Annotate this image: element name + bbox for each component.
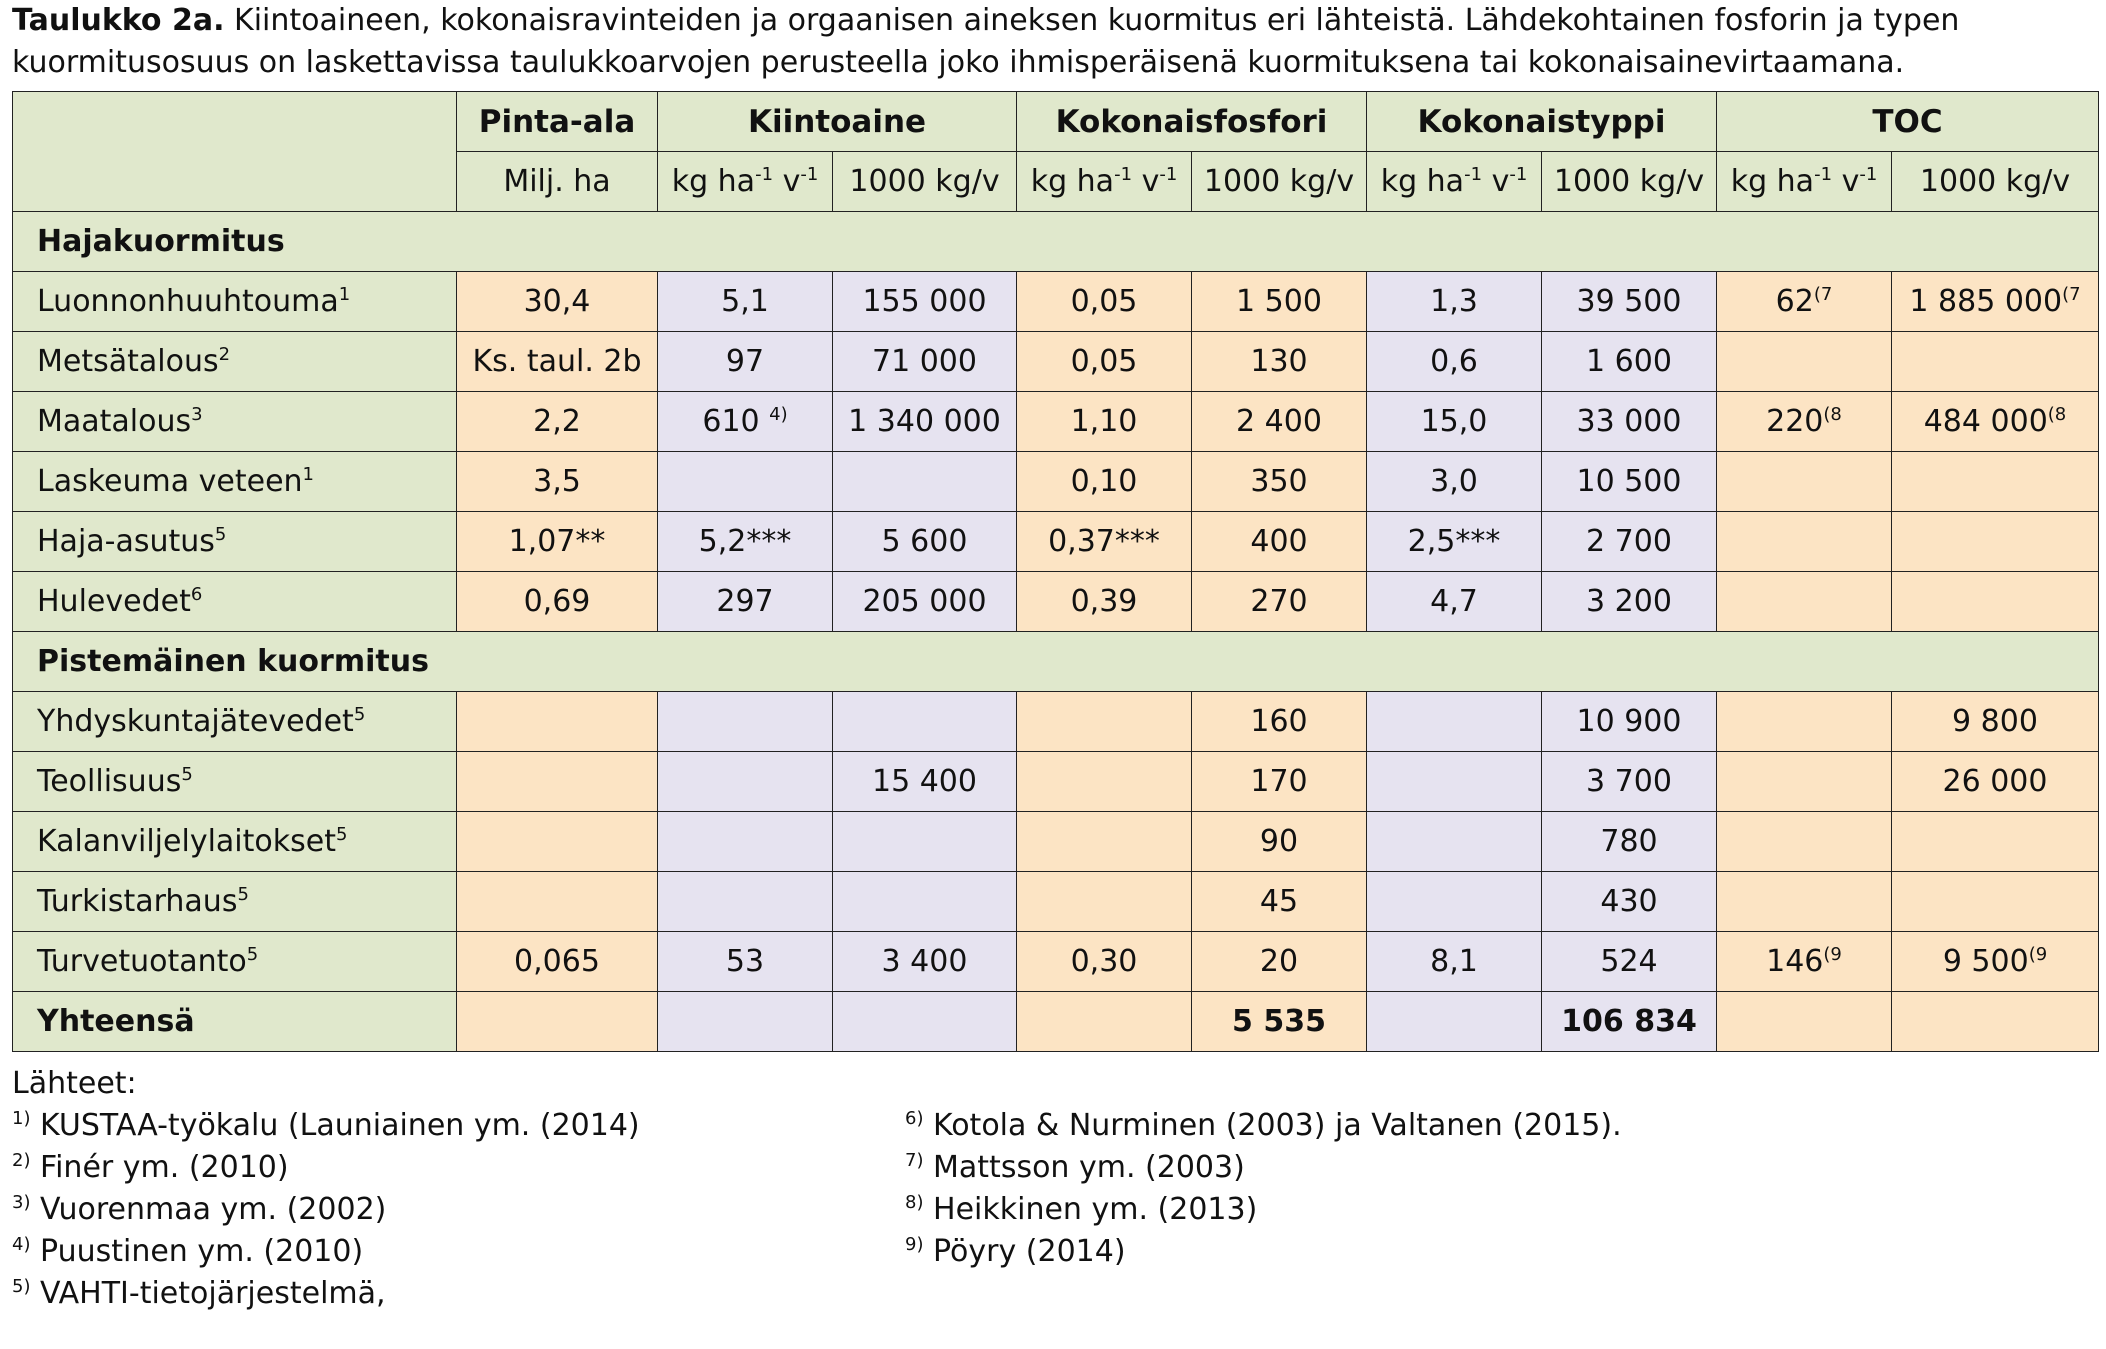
cell-value: 0,065: [514, 944, 600, 979]
cell-value: 39 500: [1576, 284, 1682, 319]
cell-value: 205 000: [862, 584, 987, 619]
row-label-ref: 3: [191, 404, 203, 425]
cell-value: 430: [1600, 884, 1658, 919]
source-number: 7): [905, 1150, 924, 1171]
table-cell: [457, 812, 658, 872]
unit-rate-year: v: [773, 164, 801, 199]
table-cell: [1542, 872, 1717, 932]
source-number: 1): [12, 1108, 31, 1129]
source-item: [905, 1231, 1622, 1273]
cell-value: 15,0: [1420, 404, 1488, 439]
table-cell: [1717, 392, 1892, 452]
cell-note: (8: [1823, 404, 1842, 425]
row-label-ref: 5: [181, 764, 193, 785]
row-label-ref: 5: [246, 944, 259, 965]
row-label-text: Turkistarhaus: [37, 884, 238, 919]
table-cell: [1367, 752, 1542, 812]
table-row: [13, 452, 2099, 512]
cell-value: 0,10: [1070, 464, 1138, 499]
table-cell: [1367, 512, 1542, 572]
table-cell: [457, 272, 658, 332]
cell-value: 20: [1259, 944, 1299, 979]
table-cell: [1017, 512, 1192, 572]
table-cell: [1192, 692, 1367, 752]
table-cell: [457, 452, 658, 512]
cell-value: 146: [1766, 944, 1824, 979]
table-cell: [1892, 272, 2099, 332]
table-cell: [833, 452, 1017, 512]
table-cell: [1717, 272, 1892, 332]
row-label-text: Haja-asutus: [37, 524, 215, 559]
header-toc: TOC: [1717, 92, 2099, 152]
sources-left: [12, 1063, 640, 1315]
table-cell: [1892, 932, 2099, 992]
row-label-ref: 6: [190, 584, 203, 605]
table-cell: [1892, 692, 2099, 752]
source-number: 2): [12, 1150, 31, 1171]
source-text: Mattsson ym. (2003): [923, 1150, 1245, 1185]
row-label-ref: 5: [214, 524, 227, 545]
cell-value: 524: [1600, 944, 1658, 979]
cell-value: 53: [725, 944, 765, 979]
section-point-row: [13, 632, 2099, 692]
cell-value: Ks. taul. 2b: [472, 344, 642, 379]
table-row: [13, 512, 2099, 572]
unit-rate-exp: -1: [1509, 164, 1528, 185]
source-item: [12, 1273, 640, 1315]
source-item: [12, 1189, 640, 1231]
total-row: [13, 992, 2099, 1052]
table-cell: [1892, 812, 2099, 872]
unit-header-7: [1717, 152, 1892, 212]
source-number: 5): [12, 1276, 31, 1297]
table-cell: [1367, 272, 1542, 332]
table-cell: [1717, 692, 1892, 752]
row-label: [13, 572, 457, 632]
cell-value: 10 500: [1576, 464, 1682, 499]
source-number: 8): [905, 1192, 924, 1213]
cell-value: 3 400: [881, 944, 968, 979]
source-item: [12, 1105, 640, 1147]
cell-value: 297: [716, 584, 774, 619]
row-label: [13, 512, 457, 572]
table-cell: [1017, 932, 1192, 992]
total-label: Yhteensä: [13, 992, 457, 1052]
table-row: [13, 752, 2099, 812]
unit-header-1: [658, 152, 833, 212]
table-cell: [1717, 452, 1892, 512]
unit-header-5: [1367, 152, 1542, 212]
table-cell: [1542, 392, 1717, 452]
table-cell: [1192, 392, 1367, 452]
row-label: [13, 752, 457, 812]
header-solids: Kiintoaine: [658, 92, 1017, 152]
cell-value: 0,69: [523, 584, 591, 619]
row-label-text: Kalanviljelylaitokset: [37, 824, 336, 859]
source-item: [905, 1189, 1622, 1231]
source-number: 9): [905, 1234, 924, 1255]
unit-rate-exp: -1: [1464, 164, 1483, 185]
table-cell: [658, 332, 833, 392]
table-cell: [1017, 872, 1192, 932]
row-label: [13, 272, 457, 332]
row-label-text: Laskeuma veteen: [37, 464, 303, 499]
cell-value: 3 200: [1586, 584, 1672, 619]
table-cell: [457, 512, 658, 572]
unit-rate-exp: -1: [1159, 164, 1178, 185]
unit-rate-base: kg ha: [1030, 164, 1115, 199]
table-row: [13, 572, 2099, 632]
unit-rate-exp: -1: [1859, 164, 1878, 185]
cell-value: 1,07**: [508, 524, 606, 559]
cell-value: 1 500: [1236, 284, 1322, 319]
table-cell: [457, 572, 658, 632]
cell-note: (8: [2047, 404, 2067, 425]
table-cell: [1017, 272, 1192, 332]
table-cell: [1367, 452, 1542, 512]
table-cell: [1892, 512, 2099, 572]
row-label-ref: 5: [353, 704, 366, 725]
table-cell: [1892, 872, 2099, 932]
table-cell: [658, 752, 833, 812]
cell-value: 130: [1250, 344, 1308, 379]
table-cell: [1367, 932, 1542, 992]
table-cell: [658, 452, 833, 512]
table-cell: [833, 752, 1017, 812]
cell-value: 400: [1250, 524, 1308, 559]
table-cell: [1192, 272, 1367, 332]
table-cell: [1192, 932, 1367, 992]
sources-right: [905, 1105, 1622, 1273]
cell-value: 1 340 000: [848, 404, 1001, 439]
total-cell: 5 535: [1192, 992, 1367, 1052]
caption-text: Kiintoaineen, kokonaisravinteiden ja orgaanisen aineksen kuormitus eri lähteistä. Lähdekohtainen fosforin ja typen kuormitusosuus on laskettavissa taulukkoarvojen perusteella joko ihmisperäisenä kuormituksena tai kokonaisainevirtaamana.: [12, 3, 1960, 80]
table-cell: [457, 752, 658, 812]
table-cell: [833, 572, 1017, 632]
table-cell: [1892, 572, 2099, 632]
row-label-text: Luonnonhuuhtouma: [37, 284, 339, 319]
cell-value: 9 800: [1952, 704, 2038, 739]
table-cell: [1192, 512, 1367, 572]
cell-value: 0,05: [1070, 284, 1138, 319]
table-cell: [833, 812, 1017, 872]
row-label: [13, 812, 457, 872]
source-text: Kotola & Nurminen (2003) ja Valtanen (2015).: [923, 1108, 1622, 1143]
table-row: [13, 332, 2099, 392]
source-text: VAHTI-tietojärjestelmä,: [30, 1276, 386, 1311]
source-text: Finér ym. (2010): [30, 1150, 289, 1185]
table-cell: [833, 332, 1017, 392]
source-item: [905, 1105, 1622, 1147]
unit-header-6: 1000 kg/v: [1542, 152, 1717, 212]
row-label: [13, 452, 457, 512]
source-item: [12, 1231, 640, 1273]
unit-rate-base: kg ha: [671, 164, 756, 199]
table-cell: [457, 392, 658, 452]
header-phosphorus: Kokonaisfosfori: [1017, 92, 1367, 152]
cell-value: 5 600: [881, 524, 968, 559]
cell-value: 0,05: [1070, 344, 1138, 379]
cell-value: 2 400: [1236, 404, 1322, 439]
table-cell: [833, 272, 1017, 332]
table-row: [13, 272, 2099, 332]
section-diffuse-row: [13, 212, 2099, 272]
row-label-text: Maatalous: [37, 404, 192, 439]
table-cell: [1192, 572, 1367, 632]
table-cell: [1717, 812, 1892, 872]
unit-rate-base: kg ha: [1730, 164, 1815, 199]
total-cell: [457, 992, 658, 1052]
cell-value: 160: [1250, 704, 1308, 739]
cell-value: 5,1: [721, 284, 769, 319]
table-cell: [833, 872, 1017, 932]
total-cell: 106 834: [1542, 992, 1717, 1052]
table-cell: [1367, 812, 1542, 872]
table-cell: [1542, 332, 1717, 392]
table-cell: [833, 932, 1017, 992]
table-cell: [1542, 272, 1717, 332]
cell-note: (7: [2062, 284, 2081, 305]
table-cell: [833, 692, 1017, 752]
unit-rate-year: v: [1832, 164, 1860, 199]
table-row: [13, 872, 2099, 932]
table-cell: [1017, 692, 1192, 752]
table-cell: [457, 932, 658, 992]
table-cell: [1017, 572, 1192, 632]
header-group-row: [13, 92, 2099, 152]
source-text: Heikkinen ym. (2013): [923, 1192, 1258, 1227]
cell-note: 4): [769, 404, 788, 425]
cell-value: 71 000: [872, 344, 977, 379]
table-cell: [1717, 332, 1892, 392]
cell-value: 10 900: [1576, 704, 1682, 739]
source-item: [905, 1147, 1622, 1189]
source-text: KUSTAA-työkalu (Launiainen ym. (2014): [30, 1108, 640, 1143]
cell-value: 4,7: [1430, 584, 1478, 619]
row-label-ref: 1: [302, 464, 314, 485]
table-row: [13, 692, 2099, 752]
table-cell: [1542, 812, 1717, 872]
cell-value: 0,30: [1070, 944, 1138, 979]
cell-value: 170: [1250, 764, 1308, 799]
table-cell: [1542, 572, 1717, 632]
total-cell: [1717, 992, 1892, 1052]
cell-value: 270: [1250, 584, 1308, 619]
table-cell: [1542, 752, 1717, 812]
table-cell: [1892, 452, 2099, 512]
unit-rate-year: v: [1132, 164, 1160, 199]
load-table: [12, 91, 2099, 1052]
table-cell: [1717, 512, 1892, 572]
cell-value: 45: [1259, 884, 1299, 919]
table-cell: [1892, 392, 2099, 452]
source-number: 4): [12, 1234, 31, 1255]
table-row: [13, 932, 2099, 992]
table-cell: [658, 872, 833, 932]
row-label-ref: 1: [338, 284, 351, 305]
table-cell: [658, 812, 833, 872]
unit-header-0: Milj. ha: [457, 152, 658, 212]
cell-value: 484 000: [1923, 404, 2048, 439]
cell-value: 350: [1250, 464, 1308, 499]
source-text: Pöyry (2014): [923, 1234, 1126, 1269]
table-cell: [1542, 512, 1717, 572]
cell-value: 3 700: [1586, 764, 1672, 799]
table-cell: [1017, 392, 1192, 452]
cell-value: 1 600: [1586, 344, 1672, 379]
table-cell: [1717, 752, 1892, 812]
total-cell: [658, 992, 833, 1052]
cell-value: 2 700: [1586, 524, 1672, 559]
cell-value: 3,0: [1430, 464, 1478, 499]
cell-value: 1,3: [1430, 284, 1478, 319]
cell-value: 780: [1600, 824, 1658, 859]
cell-value: 30,4: [523, 284, 591, 319]
table-cell: [1542, 692, 1717, 752]
table-cell: [1542, 932, 1717, 992]
table-cell: [1192, 332, 1367, 392]
table-cell: [457, 692, 658, 752]
cell-value: 0,37***: [1048, 524, 1160, 559]
cell-value: 97: [725, 344, 765, 379]
cell-value: 33 000: [1576, 404, 1682, 439]
row-label: [13, 332, 457, 392]
table-cell: [1717, 572, 1892, 632]
table-row: [13, 812, 2099, 872]
cell-value: 3,5: [533, 464, 581, 499]
total-cell: [1367, 992, 1542, 1052]
unit-header-4: 1000 kg/v: [1192, 152, 1367, 212]
row-label: [13, 392, 457, 452]
table-cell: [1542, 452, 1717, 512]
table-cell: [1717, 872, 1892, 932]
cell-value: 9 500: [1942, 944, 2029, 979]
table-cell: [1892, 332, 2099, 392]
row-label-ref: 2: [218, 344, 231, 365]
header-nitrogen: Kokonaistyppi: [1367, 92, 1717, 152]
table-caption: [12, 0, 2092, 84]
cell-value: 220: [1766, 404, 1824, 439]
table-cell: [658, 512, 833, 572]
cell-value: 26 000: [1942, 764, 2048, 799]
source-item: [12, 1147, 640, 1189]
table-cell: [1017, 752, 1192, 812]
cell-value: 62: [1775, 284, 1814, 319]
table-cell: [1192, 452, 1367, 512]
table-cell: [1717, 932, 1892, 992]
row-label-text: Metsätalous: [37, 344, 219, 379]
section-diffuse: Hajakuormitus: [13, 212, 2099, 272]
table-cell: [1367, 392, 1542, 452]
cell-value: 1 885 000: [1909, 284, 2063, 319]
table-cell: [658, 932, 833, 992]
source-number: 3): [12, 1192, 31, 1213]
source-text: Puustinen ym. (2010): [30, 1234, 364, 1269]
header-corner: [13, 92, 457, 212]
cell-value: 0,6: [1430, 344, 1478, 379]
total-cell: [1892, 992, 2099, 1052]
total-cell: [833, 992, 1017, 1052]
table-cell: [1017, 452, 1192, 512]
cell-value: 610: [702, 404, 770, 439]
source-text: Vuorenmaa ym. (2002): [30, 1192, 387, 1227]
row-label-text: Turvetuotanto: [37, 944, 247, 979]
table-cell: [1367, 572, 1542, 632]
cell-note: (7: [1813, 284, 1833, 305]
row-label-text: Yhdyskuntajätevedet: [37, 704, 354, 739]
row-label: [13, 872, 457, 932]
table-cell: [658, 272, 833, 332]
cell-value: 2,5***: [1407, 524, 1501, 559]
unit-rate-exp: -1: [800, 164, 819, 185]
table-cell: [1192, 752, 1367, 812]
row-label-ref: 5: [335, 824, 348, 845]
table-row: [13, 392, 2099, 452]
source-number: 6): [905, 1108, 924, 1129]
table-cell: [1192, 872, 1367, 932]
cell-value: 155 000: [862, 284, 987, 319]
table-cell: [457, 872, 658, 932]
table-cell: [1017, 332, 1192, 392]
caption-lead: Taulukko 2a.: [12, 3, 225, 38]
table-cell: [833, 512, 1017, 572]
table-cell: [1017, 812, 1192, 872]
cell-value: 2,2: [533, 404, 581, 439]
table-cell: [658, 392, 833, 452]
unit-rate-exp: -1: [755, 164, 774, 185]
row-label: [13, 692, 457, 752]
table-cell: [1367, 692, 1542, 752]
cell-value: 8,1: [1430, 944, 1478, 979]
unit-header-8: 1000 kg/v: [1892, 152, 2099, 212]
unit-rate-exp: -1: [1114, 164, 1133, 185]
table-cell: [457, 332, 658, 392]
total-cell: [1017, 992, 1192, 1052]
unit-rate-base: kg ha: [1380, 164, 1465, 199]
row-label: [13, 932, 457, 992]
table-cell: [1367, 872, 1542, 932]
cell-value: 1,10: [1070, 404, 1138, 439]
section-point: Pistemäinen kuormitus: [13, 632, 2099, 692]
cell-note: (9: [2028, 944, 2048, 965]
table-cell: [833, 392, 1017, 452]
cell-value: 15 400: [872, 764, 977, 799]
unit-header-2: 1000 kg/v: [833, 152, 1017, 212]
cell-value: 5,2***: [698, 524, 792, 559]
table-cell: [658, 692, 833, 752]
cell-note: (9: [1823, 944, 1842, 965]
unit-rate-year: v: [1482, 164, 1510, 199]
row-label-text: Teollisuus: [37, 764, 182, 799]
cell-value: 90: [1259, 824, 1299, 859]
table-cell: [1367, 332, 1542, 392]
sources-title: Lähteet:: [12, 1066, 137, 1101]
table-cell: [1892, 752, 2099, 812]
table-cell: [658, 572, 833, 632]
table-cell: [1192, 812, 1367, 872]
cell-value: 0,39: [1070, 584, 1138, 619]
unit-rate-exp: -1: [1814, 164, 1833, 185]
header-area: Pinta-ala: [457, 92, 658, 152]
unit-header-3: [1017, 152, 1192, 212]
row-label-text: Hulevedet: [37, 584, 191, 619]
row-label-ref: 5: [237, 884, 249, 905]
